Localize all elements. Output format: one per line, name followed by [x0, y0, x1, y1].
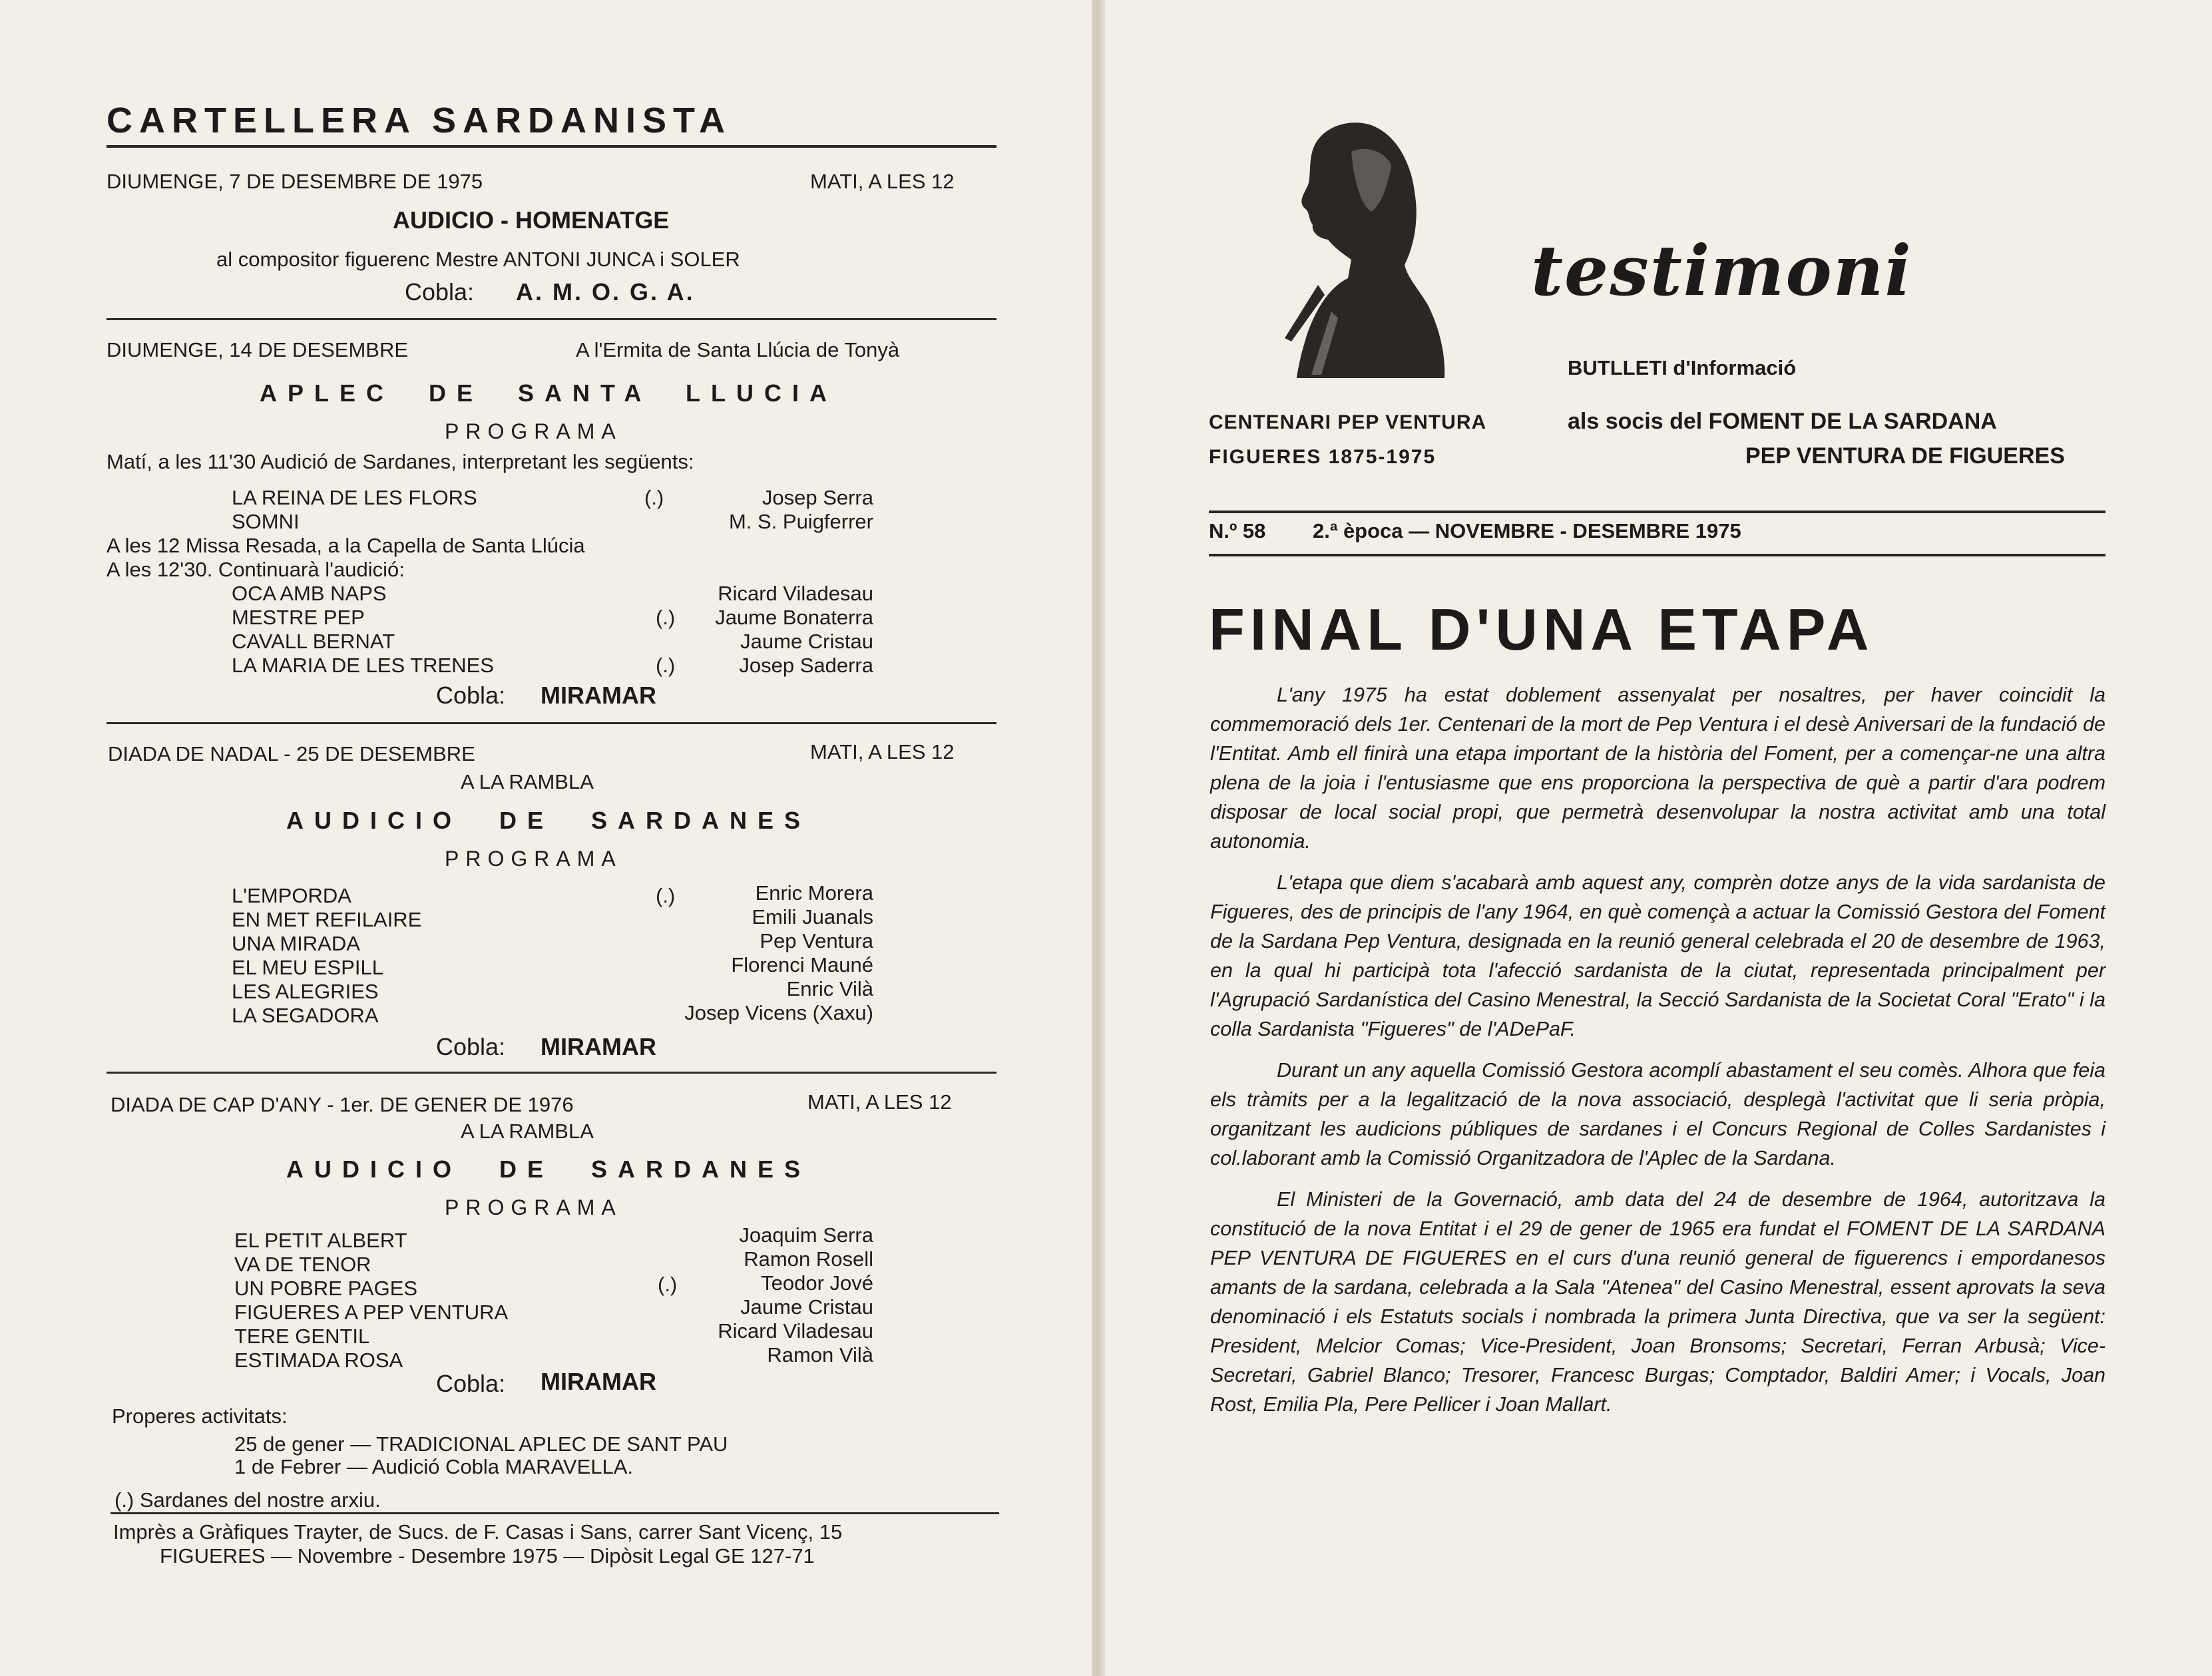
- properes-label: Properes activitats:: [112, 1404, 288, 1428]
- piece-name: LA REINA DE LES FLORS: [232, 486, 477, 509]
- event2-intro: Matí, a les 11'30 Audició de Sardanes, interpretant les següents:: [107, 450, 694, 473]
- piece-author: Jaume Cristau: [740, 1295, 873, 1319]
- event2-title: APLEC DE SANTA LLUCIA: [260, 379, 837, 407]
- event3-title: AUDICIO DE SARDANES: [286, 807, 811, 834]
- butlleti-label: BUTLLETI d'Informació: [1568, 356, 1797, 379]
- article-paragraph: El Ministeri de la Governació, amb data del 24 de desembre de 1964, autoritzava la constitució de la nova Entitat i el 29 de gener de 1965 era fundat el FOMENT DE LA SARDANA PEP VENTURA DE FIGUERES en el curs d'una reunió general de figuerencs i empordanesos amants de la sardana, celebrada a la Sala "Atenea" del Casino Menestral, essent aprovats la seva denominació i els Estatuts socials i nombrada la primera Junta Directiva, que va ser la següent: President, Melcior Comas; Vice-President, Joan Bronsoms; Secretari, Ferran Arbusà; Vice-Secretari, Gabriel Blanco; Tresorer, Francesc Burgas; Comptador, Baldiri Amer; i Vocals, Joan Rost, Emilia Pla, Pere Pellicer i Joan Mallart.: [1210, 1188, 2105, 1416]
- piece-name: FIGUERES A PEP VENTURA: [234, 1301, 509, 1324]
- piece-name: SOMNI: [232, 510, 300, 533]
- event4-programa: PROGRAMA: [445, 1195, 622, 1219]
- event1-cobla: A. M. O. G. A.: [516, 278, 695, 306]
- pep-ventura-portrait: [1271, 112, 1451, 378]
- centenari-line1: CENTENARI PEP VENTURA: [1209, 411, 1487, 433]
- piece-author: Pep Ventura: [760, 929, 873, 952]
- printer-line2: FIGUERES — Novembre - Desembre 1975 — Dipòsit Legal GE 127-71: [160, 1544, 815, 1568]
- piece-author: Ramon Rosell: [744, 1247, 873, 1271]
- piece-author: Ricard Viladesau: [718, 1319, 873, 1343]
- piece-author: Josep Saderra: [739, 654, 873, 677]
- piece-author: Josep Vicens (Xaxu): [684, 1001, 873, 1024]
- piece-author: Joaquim Serra: [739, 1223, 873, 1247]
- piece-name: CAVALL BERNAT: [232, 630, 395, 653]
- issue-rule-bottom: [1209, 554, 2105, 556]
- event2-continua: A les 12'30. Continuarà l'audició:: [107, 558, 405, 581]
- piece-name: MESTRE PEP: [232, 606, 365, 629]
- issue-epoca: 2.ª època — NOVEMBRE - DESEMBRE 1975: [1313, 519, 1741, 542]
- socis-line2: PEP VENTURA DE FIGUERES: [1745, 443, 2065, 469]
- piece-mark: (.): [658, 1273, 678, 1296]
- event4-place: A LA RAMBLA: [461, 1120, 594, 1143]
- socis-line1: als socis del FOMENT DE LA SARDANA: [1568, 409, 1997, 434]
- event2-cobla-label: Cobla:: [436, 682, 506, 709]
- piece-name: UNA MIRADA: [232, 932, 360, 955]
- properes-line1: 25 de gener — TRADICIONAL APLEC DE SANT PAU: [234, 1432, 728, 1456]
- issue-rule-top: [1209, 511, 2105, 513]
- event1-time: MATI, A LES 12: [810, 170, 955, 193]
- event4-date: DIADA DE CAP D'ANY - 1er. DE GENER DE 1976: [111, 1093, 574, 1116]
- piece-name: LA SEGADORA: [232, 1004, 379, 1027]
- event1-date: DIUMENGE, 7 DE DESEMBRE DE 1975: [107, 170, 483, 193]
- piece-name: OCA AMB NAPS: [232, 582, 387, 605]
- event3-place: A LA RAMBLA: [461, 770, 594, 793]
- event2-programa: PROGRAMA: [445, 419, 622, 443]
- piece-mark: (.): [656, 884, 676, 907]
- divider: [107, 318, 996, 320]
- cartellera-header: CARTELLERA SARDANISTA: [107, 101, 732, 140]
- piece-name: ESTIMADA ROSA: [234, 1349, 403, 1372]
- divider: [111, 1512, 999, 1514]
- piece-author: Emili Juanals: [752, 905, 873, 929]
- piece-author: Ramon Vilà: [767, 1343, 873, 1366]
- piece-name: EL MEU ESPILL: [232, 956, 384, 979]
- event1-cobla-label: Cobla:: [405, 278, 475, 306]
- article-paragraph: L'etapa que diem s'acabarà amb aquest any, comprèn dotze anys de la vida sardanista de Figueres, des de principis de l'any 1964, en què començà a actuar la Comissió Gestora del Foment de la Sardana Pep Ventura, designada en la reunió general celebrada el 20 de desembre de 1963, en la qual hi participà tota l'afecció sardanista de la ciutat, representada principalment per l'Agrupació Sardanística del Casino Menestral, la Secció Sardanista de la Societat Coral "Erato" i la colla Sardanista "Figueres" de l'ADePaF.: [1210, 871, 2105, 1040]
- event3-time: MATI, A LES 12: [810, 740, 955, 763]
- centenari-line2: FIGUERES 1875-1975: [1209, 446, 1437, 468]
- piece-name: L'EMPORDA: [232, 884, 351, 907]
- piece-author: M. S. Puigferrer: [728, 510, 873, 533]
- piece-author: Jaume Bonaterra: [715, 606, 873, 629]
- article-body: [1210, 680, 2105, 1419]
- masthead: testimoni: [1531, 230, 1912, 312]
- piece-author: Teodor Jové: [761, 1271, 873, 1295]
- properes-line2: 1 de Febrer — Audició Cobla MARAVELLA.: [234, 1455, 634, 1478]
- piece-author: Enric Morera: [755, 881, 873, 905]
- event4-title: AUDICIO DE SARDANES: [286, 1155, 811, 1183]
- piece-name: EL PETIT ALBERT: [234, 1229, 407, 1252]
- piece-author: Enric Vilà: [786, 977, 873, 1000]
- event3-cobla: MIRAMAR: [541, 1033, 656, 1060]
- event3-date: DIADA DE NADAL - 25 DE DESEMBRE: [108, 742, 475, 765]
- piece-author: Ricard Viladesau: [718, 582, 873, 605]
- issue-number: N.º 58: [1209, 519, 1266, 542]
- event4-time: MATI, A LES 12: [807, 1090, 952, 1114]
- divider: [107, 145, 996, 148]
- event4-cobla: MIRAMAR: [541, 1368, 656, 1395]
- event4-cobla-label: Cobla:: [436, 1370, 506, 1397]
- printer-line1: Imprès a Gràfiques Trayter, de Sucs. de F. Casas i Sans, carrer Sant Vicenç, 15: [113, 1520, 843, 1544]
- article-paragraph: L'any 1975 ha estat doblement assenyalat per nosaltres, per haver coincidit la commemoració dels 1er. Centenari de la mort de Pep Ventura i el desè Aniversari de la fundació de l'Entitat. Amb ell finirà una etapa important de la història del Foment, per a començar-ne una altra plena de la joia i l'entusiasme que ens proporciona la perspectiva de què a partir d'ara podrem disposar de local social propi, que permetrà desenvolupar la nostra activitat amb una total autonomia.: [1210, 684, 2105, 853]
- piece-mark: (.): [656, 606, 676, 629]
- event2-missa: A les 12 Missa Resada, a la Capella de Santa Llúcia: [107, 534, 585, 557]
- event3-programa: PROGRAMA: [445, 847, 622, 871]
- archive-note: (.) Sardanes del nostre arxiu.: [114, 1488, 381, 1512]
- article-paragraph: Durant un any aquella Comissió Gestora acomplí abastament el seu comès. Alhora que feia els tràmits per a la legalització de la nova associació, desplegà l'activitat que li seria pròpia, organitzant les audicions públiques de sardanes i el Concurs Regional de Colles Sardanistes i col.laborant amb la Comissió Organitzadora de l'Aplec de la Sardana.: [1210, 1059, 2105, 1169]
- article-title: FINAL D'UNA ETAPA: [1209, 596, 1875, 662]
- event1-title: AUDICIO - HOMENATGE: [393, 206, 670, 234]
- piece-author: Florenci Mauné: [731, 953, 873, 976]
- piece-name: UN POBRE PAGES: [234, 1277, 418, 1300]
- piece-name: LES ALEGRIES: [232, 980, 379, 1003]
- event3-cobla-label: Cobla:: [436, 1033, 506, 1060]
- piece-author: Jaume Cristau: [740, 630, 873, 653]
- piece-mark: (.): [656, 654, 676, 677]
- page-fold: [1092, 0, 1105, 1676]
- piece-name: EN MET REFILAIRE: [232, 908, 422, 931]
- event2-cobla: MIRAMAR: [541, 682, 656, 709]
- piece-name: LA MARIA DE LES TRENES: [232, 654, 494, 677]
- piece-mark: (.): [644, 486, 664, 509]
- piece-author: Josep Serra: [762, 486, 873, 509]
- divider: [107, 1072, 996, 1074]
- piece-name: VA DE TENOR: [234, 1253, 371, 1276]
- event1-subtitle: al compositor figuerenc Mestre ANTONI JUNCA i SOLER: [216, 248, 740, 271]
- event2-place: A l'Ermita de Santa Llúcia de Tonyà: [576, 338, 900, 361]
- piece-name: TERE GENTIL: [234, 1325, 370, 1348]
- divider: [107, 722, 996, 724]
- event2-date: DIUMENGE, 14 DE DESEMBRE: [107, 338, 409, 361]
